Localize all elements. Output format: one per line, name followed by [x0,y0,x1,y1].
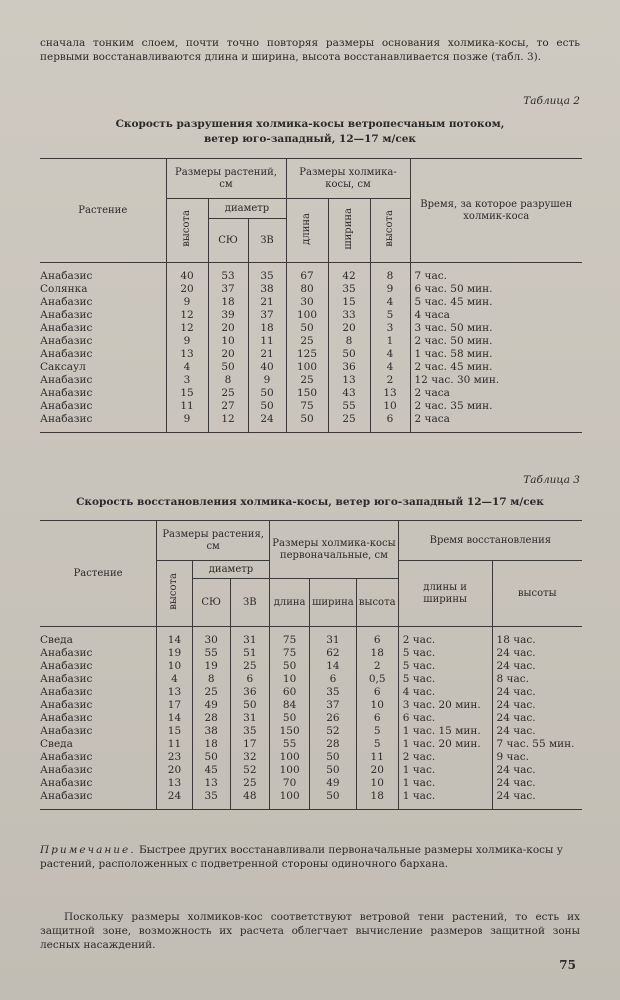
cell-zv: 48 [230,790,270,810]
table-row [40,712,582,725]
cell-h: 11 [166,400,208,413]
cell-su: 39 [208,309,248,322]
cell-su: 28 [192,712,230,725]
cell-name: Анабазис [40,400,93,412]
cell-mh: 18 [356,790,398,810]
table-row [40,361,582,374]
cell-tl: 1 час. [398,777,492,790]
cell-t: 6 час. 50 мин. [410,283,582,296]
cell-w: 28 [310,738,357,751]
table2-header-diameter: диаметр [208,199,286,219]
cell-th: 7 час. 55 мин. [492,738,582,751]
cell-mh: 2 [356,660,398,673]
cell-su: 53 [208,263,248,284]
table-row [40,374,582,387]
cell-zv: 50 [248,387,286,400]
table2-header-mound-size: Размеры холмика-косы, см [286,159,410,199]
cell-name: Анабазис [40,725,93,737]
cell-mh: 10 [356,777,398,790]
cell-zv: 40 [248,361,286,374]
table2-header-height-cell [166,199,208,263]
table2-title-line2: ветер юго-западный, 12—17 м/сек [203,133,416,145]
cell-l: 75 [270,627,310,648]
cell-w: 42 [328,263,370,284]
cell-su: 18 [192,738,230,751]
cell-su: 30 [192,627,230,648]
cell-h: 3 [166,374,208,387]
cell-zv: 25 [230,777,270,790]
table2-title-line1: Скорость разрушения холмика-косы ветропесчаным потоком, [115,118,505,130]
cell-tl: 4 час. [398,686,492,699]
cell-l: 100 [270,790,310,810]
cell-su: 35 [192,790,230,810]
table2-header-zv: ЗВ [248,219,286,263]
cell-mh: 18 [356,647,398,660]
cell-tl: 2 час. [398,627,492,648]
cell-l: 60 [270,686,310,699]
cell-h: 9 [166,413,208,433]
cell-zv: 11 [248,335,286,348]
cell-th: 24 час. [492,699,582,712]
cell-mh: 10 [356,699,398,712]
cell-w: 50 [310,764,357,777]
cell-mh: 6 [356,712,398,725]
cell-l: 50 [286,322,328,335]
table2-header-width: ширина [343,207,354,250]
cell-mh: 4 [370,361,410,374]
cell-l: 50 [270,712,310,725]
table3-caption: Таблица 3 [523,474,580,486]
cell-mh: 9 [370,283,410,296]
cell-h: 20 [166,283,208,296]
cell-zv: 6 [230,673,270,686]
cell-l: 100 [286,309,328,322]
cell-name: Анабазис [40,413,93,425]
table-row [40,387,582,400]
cell-name: Анабазис [40,322,93,334]
cell-th: 24 час. [492,790,582,810]
cell-mh: 6 [356,686,398,699]
cell-zv: 18 [248,322,286,335]
table-row [40,764,582,777]
cell-h: 4 [166,361,208,374]
cell-name: Саксаул [40,361,86,373]
cell-name: Анабазис [40,270,93,282]
cell-l: 150 [286,387,328,400]
cell-su: 8 [208,374,248,387]
cell-l: 55 [270,738,310,751]
cell-tl: 1 час. [398,790,492,810]
cell-h: 9 [166,335,208,348]
table-row [40,400,582,413]
cell-su: 27 [208,400,248,413]
cell-su: 38 [192,725,230,738]
cell-mh: 10 [370,400,410,413]
cell-mh: 0,5 [356,673,398,686]
cell-su: 55 [192,647,230,660]
cell-l: 30 [286,296,328,309]
table2-header-mheight-cell [370,199,410,263]
note-lead: Примечание. [40,844,136,856]
cell-w: 8 [328,335,370,348]
table3-header-diameter: диаметр [192,561,269,579]
table-row [40,738,582,751]
cell-zv: 50 [230,699,270,712]
cell-name: Анабазис [40,348,93,360]
cell-w: 15 [328,296,370,309]
cell-th: 24 час. [492,647,582,660]
table-row [40,699,582,712]
cell-h: 13 [157,686,193,699]
cell-w: 49 [310,777,357,790]
cell-zv: 37 [248,309,286,322]
table3-header-restore: Время восстановления [398,521,582,561]
cell-w: 55 [328,400,370,413]
cell-h: 14 [157,712,193,725]
cell-w: 62 [310,647,357,660]
note [40,843,580,871]
cell-h: 17 [157,699,193,712]
cell-zv: 21 [248,296,286,309]
cell-h: 12 [166,322,208,335]
cell-zv: 24 [248,413,286,433]
cell-t: 1 час. 58 мин. [410,348,582,361]
table-row [40,348,582,361]
cell-t: 7 час. [410,263,582,284]
cell-su: 20 [208,348,248,361]
cell-w: 13 [328,374,370,387]
cell-mh: 13 [370,387,410,400]
cell-zv: 17 [230,738,270,751]
cell-mh: 5 [356,725,398,738]
cell-th: 24 час. [492,686,582,699]
cell-mh: 11 [356,751,398,764]
cell-zv: 35 [230,725,270,738]
table2-title [40,117,580,147]
cell-t: 4 часа [410,309,582,322]
cell-h: 14 [157,627,193,648]
cell-w: 6 [310,673,357,686]
cell-name: Анабазис [40,673,93,685]
cell-h: 23 [157,751,193,764]
cell-w: 50 [310,790,357,810]
cell-su: 50 [192,751,230,764]
table3-header-su: СЮ [192,579,230,627]
table3 [40,520,582,810]
cell-zv: 31 [230,712,270,725]
cell-w: 35 [310,686,357,699]
cell-name: Анабазис [40,374,93,386]
cell-l: 84 [270,699,310,712]
page-number: 75 [559,958,576,972]
cell-name: Анабазис [40,660,93,672]
cell-name: Анабазис [40,686,93,698]
cell-th: 9 час. [492,751,582,764]
cell-h: 9 [166,296,208,309]
table2 [40,158,582,433]
table-row [40,296,582,309]
cell-su: 25 [192,686,230,699]
cell-th: 24 час. [492,764,582,777]
cell-w: 26 [310,712,357,725]
cell-t: 12 час. 30 мин. [410,374,582,387]
table2-caption: Таблица 2 [523,95,580,107]
cell-w: 33 [328,309,370,322]
table-row [40,283,582,296]
cell-su: 49 [192,699,230,712]
table2-header-mheight: высота [384,210,395,247]
table-row [40,335,582,348]
cell-t: 2 часа [410,387,582,400]
cell-w: 31 [310,627,357,648]
table-row [40,686,582,699]
table3-header-length: длина [270,579,310,627]
cell-l: 25 [286,335,328,348]
cell-l: 25 [286,374,328,387]
cell-h: 20 [157,764,193,777]
table-row [40,263,582,284]
cell-zv: 50 [248,400,286,413]
cell-h: 15 [166,387,208,400]
cell-su: 10 [208,335,248,348]
cell-l: 50 [270,660,310,673]
cell-l: 100 [286,361,328,374]
cell-h: 13 [157,777,193,790]
table-row [40,322,582,335]
cell-h: 4 [157,673,193,686]
cell-w: 52 [310,725,357,738]
cell-t: 3 час. 50 мин. [410,322,582,335]
table3-header-mheight: высота [356,579,398,627]
cell-t: 2 час. 50 мин. [410,335,582,348]
table2-header-su: СЮ [208,219,248,263]
cell-su: 37 [208,283,248,296]
cell-tl: 5 час. [398,673,492,686]
cell-t: 2 час. 35 мин. [410,400,582,413]
cell-w: 50 [310,751,357,764]
cell-h: 15 [157,725,193,738]
cell-th: 8 час. [492,673,582,686]
cell-th: 18 час. [492,627,582,648]
cell-su: 50 [208,361,248,374]
cell-tl: 5 час. [398,660,492,673]
cell-name: Анабазис [40,790,93,802]
cell-w: 36 [328,361,370,374]
cell-mh: 8 [370,263,410,284]
cell-t: 2 час. 45 мин. [410,361,582,374]
cell-zv: 9 [248,374,286,387]
cell-l: 70 [270,777,310,790]
cell-l: 75 [270,647,310,660]
cell-zv: 35 [248,263,286,284]
cell-t: 5 час. 45 мин. [410,296,582,309]
cell-h: 10 [157,660,193,673]
cell-mh: 20 [356,764,398,777]
table-row [40,751,582,764]
cell-name: Анабазис [40,712,93,724]
cell-su: 8 [192,673,230,686]
cell-mh: 3 [370,322,410,335]
table3-header-plant-size: Размеры растения, см [157,521,270,561]
cell-mh: 6 [356,627,398,648]
table-row [40,413,582,433]
table3-body [40,627,582,810]
cell-w: 25 [328,413,370,433]
table-row [40,660,582,673]
note-text: Быстрее других восстанавливали первоначальные размеры холмика-косы у растений, расположенных с подветренной стороны одиночного бархана. [40,844,563,870]
cell-mh: 1 [370,335,410,348]
cell-l: 80 [286,283,328,296]
cell-mh: 5 [370,309,410,322]
cell-tl: 6 час. [398,712,492,725]
cell-zv: 31 [230,627,270,648]
table3-header-plant: Растение [40,521,157,627]
cell-h: 19 [157,647,193,660]
cell-mh: 2 [370,374,410,387]
cell-zv: 21 [248,348,286,361]
table2-header-length: длина [301,212,312,245]
cell-zv: 25 [230,660,270,673]
cell-w: 35 [328,283,370,296]
table2-header-height: высота [181,210,192,247]
cell-th: 24 час. [492,660,582,673]
cell-name: Сведа [40,634,73,646]
cell-zv: 51 [230,647,270,660]
cell-name: Анабазис [40,296,93,308]
cell-mh: 5 [356,738,398,751]
cell-w: 20 [328,322,370,335]
table3-header-lw: длины и ширины [398,561,492,627]
cell-name: Солянка [40,283,88,295]
cell-su: 19 [192,660,230,673]
cell-mh: 6 [370,413,410,433]
cell-tl: 2 час. [398,751,492,764]
table-row [40,725,582,738]
cell-name: Анабазис [40,777,93,789]
table-row [40,673,582,686]
table3-header-height-cell [157,561,193,627]
cell-su: 13 [192,777,230,790]
table2-header-plant-size: Размеры растений, см [166,159,286,199]
cell-h: 12 [166,309,208,322]
cell-mh: 4 [370,348,410,361]
cell-tl: 1 час. 20 мин. [398,738,492,751]
cell-su: 25 [208,387,248,400]
table2-header-width-cell [328,199,370,263]
table3-header-zv: ЗВ [230,579,270,627]
cell-mh: 4 [370,296,410,309]
cell-name: Анабазис [40,335,93,347]
cell-tl: 3 час. 20 мин. [398,699,492,712]
table-row [40,627,582,648]
cell-l: 100 [270,751,310,764]
footer-paragraph: Поскольку размеры холмиков-кос соответствуют ветровой тени растений, то есть их защитной зоне, возможность их расчета облегчает вычисление размеров защитной зоны лесных насаждений. [40,911,580,951]
cell-l: 67 [286,263,328,284]
cell-th: 24 час. [492,712,582,725]
cell-l: 10 [270,673,310,686]
cell-zv: 36 [230,686,270,699]
cell-zv: 52 [230,764,270,777]
cell-tl: 1 час. 15 мин. [398,725,492,738]
intro-paragraph: сначала тонким слоем, почти точно повторяя размеры основания холмика-косы, то есть первыми восстанавливаются длина и ширина, высота восстанавливается позже (табл. 3). [40,37,580,63]
cell-zv: 38 [248,283,286,296]
table2-header-time: Время, за которое разрушен холмик-коса [410,159,582,263]
cell-h: 24 [157,790,193,810]
cell-l: 150 [270,725,310,738]
cell-name: Анабазис [40,764,93,776]
table3-header-width: ширина [310,579,357,627]
cell-t: 2 часа [410,413,582,433]
cell-su: 20 [208,322,248,335]
cell-w: 50 [328,348,370,361]
cell-tl: 5 час. [398,647,492,660]
table-row [40,777,582,790]
cell-name: Анабазис [40,309,93,321]
table-row [40,647,582,660]
cell-name: Анабазис [40,751,93,763]
cell-th: 24 час. [492,725,582,738]
cell-su: 18 [208,296,248,309]
cell-th: 24 час. [492,777,582,790]
cell-name: Анабазис [40,647,93,659]
table2-header-plant: Растение [40,159,166,263]
cell-su: 45 [192,764,230,777]
cell-su: 12 [208,413,248,433]
cell-h: 11 [157,738,193,751]
table3-header-height: высота [168,573,180,610]
cell-zv: 32 [230,751,270,764]
cell-l: 100 [270,764,310,777]
cell-w: 37 [310,699,357,712]
table2-header-length-cell [286,199,328,263]
cell-name: Сведа [40,738,73,750]
cell-h: 40 [166,263,208,284]
cell-h: 13 [166,348,208,361]
cell-l: 50 [286,413,328,433]
table3-header-mound-size: Размеры холмика-косы первоначальные, см [270,521,399,579]
cell-tl: 1 час. [398,764,492,777]
cell-w: 43 [328,387,370,400]
table-row [40,309,582,322]
cell-name: Анабазис [40,387,93,399]
cell-name: Анабазис [40,699,93,711]
table2-body [40,263,582,433]
cell-w: 14 [310,660,357,673]
cell-l: 125 [286,348,328,361]
table3-title: Скорость восстановления холмика-косы, ветер юго-западный 12—17 м/сек [76,496,544,508]
table-row [40,790,582,810]
cell-l: 75 [286,400,328,413]
table3-header-heights: высоты [492,561,582,627]
